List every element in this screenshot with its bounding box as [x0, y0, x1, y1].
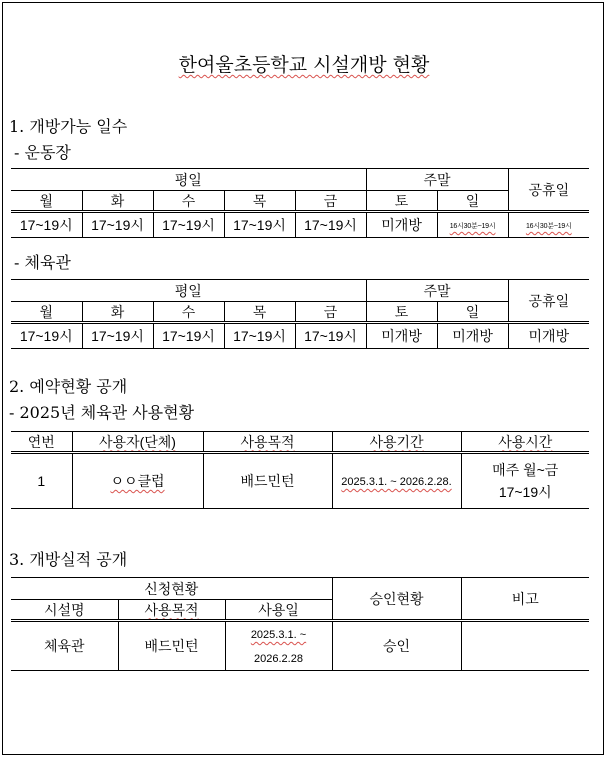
playground-label: - 운동장 — [14, 143, 71, 162]
playground-schedule-table — [11, 168, 589, 238]
holiday-header: 공휴일 — [508, 280, 589, 323]
purpose-cell: 배드민턴 — [203, 453, 332, 509]
section3-heading: 3. 개방실적 공개 — [9, 550, 128, 569]
request-group-header: 신청현황 — [11, 578, 332, 600]
day-header: 금 — [295, 191, 366, 212]
day-header: 화 — [82, 302, 153, 323]
reservation-table — [11, 431, 589, 509]
hours-cell: 17~19시 — [11, 212, 82, 238]
user-cell: ㅇㅇ클럽 — [72, 453, 203, 509]
column-header: 사용기간 — [332, 432, 461, 453]
hours-cell: 17~19시 — [153, 212, 224, 238]
column-header: 시설명 — [11, 600, 118, 621]
usage-record-table — [11, 577, 589, 671]
column-header: 사용목적 — [203, 432, 332, 453]
facility-cell: 체육관 — [11, 621, 118, 671]
approval-header: 승인현황 — [332, 578, 461, 621]
hours-cell: 미개방 — [437, 323, 508, 349]
day-header: 금 — [295, 302, 366, 323]
hours-cell: 17~19시 — [11, 323, 82, 349]
column-header: 사용일 — [225, 600, 332, 621]
day-header: 월 — [11, 191, 82, 212]
hours-cell: 17~19시 — [224, 212, 295, 238]
gym-schedule-table — [11, 279, 589, 349]
day-header: 토 — [366, 302, 437, 323]
page-title: 한여울초등학교 시설개방 현황 — [178, 54, 430, 76]
column-header: 사용자(단체) — [72, 432, 203, 453]
day-header: 목 — [224, 191, 295, 212]
weekend-header: 주말 — [366, 280, 508, 302]
hours-cell: 17~19시 — [295, 212, 366, 238]
section2-subheading: - 2025년 체육관 사용현황 — [9, 403, 195, 422]
section1-heading: 1. 개방가능 일수 — [9, 117, 128, 136]
column-header: 사용목적 — [118, 600, 225, 621]
day-header: 목 — [224, 302, 295, 323]
weekday-header: 평일 — [11, 169, 366, 191]
day-header: 화 — [82, 191, 153, 212]
hours-cell: 17~19시 — [82, 323, 153, 349]
hours-cell: 16시30분~19시 — [508, 212, 589, 238]
purpose-cell: 배드민턴 — [118, 621, 225, 671]
hours-cell: 16시30분~19시 — [437, 212, 508, 238]
period-cell: 2025.3.1. ~ 2026.2.28. — [332, 453, 461, 509]
day-header: 월 — [11, 302, 82, 323]
hours-cell: 17~19시 — [82, 212, 153, 238]
date-cell: 2025.3.1. ~ 2026.2.28 — [225, 621, 332, 671]
note-cell — [461, 621, 589, 671]
hours-cell: 17~19시 — [224, 323, 295, 349]
hours-cell: 17~19시 — [295, 323, 366, 349]
note-header: 비고 — [461, 578, 589, 621]
hours-cell: 미개방 — [508, 323, 589, 349]
row-number: 1 — [11, 453, 72, 509]
day-header: 일 — [437, 191, 508, 212]
holiday-header: 공휴일 — [508, 169, 589, 212]
day-header: 일 — [437, 302, 508, 323]
column-header: 사용시간 — [461, 432, 589, 453]
table-row — [11, 621, 589, 671]
weekday-header: 평일 — [11, 280, 366, 302]
gym-label: - 체육관 — [14, 253, 71, 272]
hours-cell: 17~19시 — [153, 323, 224, 349]
day-header: 수 — [153, 191, 224, 212]
approval-cell: 승인 — [332, 621, 461, 671]
day-header: 토 — [366, 191, 437, 212]
column-header: 연번 — [11, 432, 72, 453]
hours-cell: 미개방 — [366, 323, 437, 349]
section2-heading: 2. 예약현황 공개 — [9, 377, 128, 396]
time-cell: 매주 월~금 17~19시 — [461, 453, 589, 509]
table-row — [11, 453, 589, 509]
hours-cell: 미개방 — [366, 212, 437, 238]
day-header: 수 — [153, 302, 224, 323]
weekend-header: 주말 — [366, 169, 508, 191]
